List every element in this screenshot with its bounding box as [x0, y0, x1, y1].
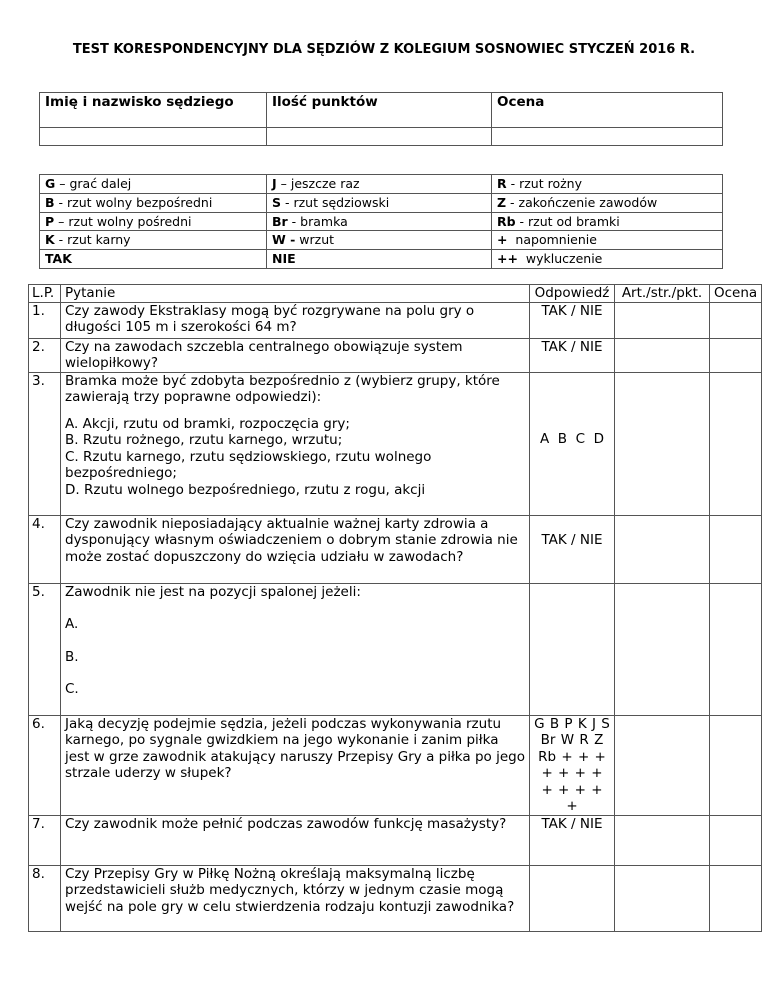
option-b: B. Rzutu rożnego, rzutu karnego, wrzutu; [65, 432, 343, 448]
article-cell[interactable] [615, 583, 710, 715]
article-cell[interactable] [615, 865, 710, 931]
question-text: Czy na zawodach szczebla centralnego obowiązuje system wielopiłkowy? [61, 338, 530, 372]
questions-table [28, 284, 762, 932]
legend-cell: Z - zakończenie zawodów [492, 193, 723, 212]
legend-cell: + napomnienie [492, 231, 723, 250]
legend-cell: G – grać dalej [40, 175, 267, 194]
question-number: 7. [29, 815, 61, 865]
answer-cell[interactable]: A B C D [530, 372, 615, 515]
referee-info-table [39, 92, 723, 146]
grade-cell[interactable] [710, 372, 762, 515]
article-cell[interactable] [615, 338, 710, 372]
article-cell[interactable] [615, 372, 710, 515]
legend-table [39, 174, 723, 269]
question-number: 6. [29, 715, 61, 815]
points-header: Ilość punktów [267, 93, 492, 128]
question-header: Pytanie [61, 285, 530, 303]
name-field[interactable] [40, 128, 267, 146]
name-header: Imię i nazwisko sędziego [40, 93, 267, 128]
answer-cell[interactable] [530, 583, 615, 715]
grade-field[interactable] [492, 128, 723, 146]
legend-cell: K - rzut karny [40, 231, 267, 250]
question-text: Czy zawody Ekstraklasy mogą być rozgrywane na polu gry o długości 105 m i szerokości 64 m? [61, 302, 530, 338]
answer-cell[interactable]: TAK / NIE [530, 302, 615, 338]
answer-header: Odpowiedź [530, 285, 615, 303]
legend-cell: R - rzut rożny [492, 175, 723, 194]
legend-cell: Rb - rzut od bramki [492, 212, 723, 231]
answer-cell[interactable]: TAK / NIE [530, 815, 615, 865]
grade-cell[interactable] [710, 865, 762, 931]
answer-cell[interactable]: TAK / NIE [530, 338, 615, 372]
grade-cell[interactable] [710, 302, 762, 338]
page-title: TEST KORESPONDENCYJNY DLA SĘDZIÓW Z KOLEGIUM SOSNOWIEC STYCZEŃ 2016 R. [72, 42, 696, 57]
points-field[interactable] [267, 128, 492, 146]
question-text: Czy zawodnik nieposiadający aktualnie ważnej karty zdrowia a dysponujący własnym oświadczeniem o dobrym stanie zdrowia nie może zostać dopuszczony do wzięcia udziału w zawodach? [61, 515, 530, 583]
article-header: Art./str./pkt. [615, 285, 710, 303]
option-c: C. [65, 681, 79, 697]
option-c: C. Rzutu karnego, rzutu sędziowskiego, rzutu wolnego bezpośredniego; [65, 448, 432, 481]
question-text: Czy Przepisy Gry w Piłkę Nożną określają maksymalną liczbę przedstawicieli służb medycznych, którzy w jednym czasie mogą wejść na pole gry w celu stwierdzenia rodzaju kontuzji zawodnika? [61, 865, 530, 931]
question-text: Bramka może być zdobyta bezpośrednio z (wybierz grupy, które zawierają trzy poprawne odpowiedzi): A. Akcji, rzutu od bramki, rozpoczęcia gry; B. Rzutu rożnego, rzutu karnego, wrzutu; C. Rzutu karnego, rzutu sędziowskiego, rzutu wolnego bezpośredniego; D. Rzutu wolnego bezpośredniego, rzutu z rogu, akcji [61, 372, 530, 515]
legend-cell: S - rzut sędziowski [267, 193, 492, 212]
option-a: A. [65, 616, 79, 632]
legend-cell: NIE [267, 250, 492, 269]
grade-cell[interactable] [710, 338, 762, 372]
option-a: A. Akcji, rzutu od bramki, rozpoczęcia gry; [65, 415, 350, 432]
grade-header: Ocena [492, 93, 723, 128]
legend-cell: TAK [40, 250, 267, 269]
question-text: Czy zawodnik może pełnić podczas zawodów funkcję masażysty? [61, 815, 530, 865]
legend-cell: Br - bramka [267, 212, 492, 231]
article-cell[interactable] [615, 515, 710, 583]
grade-cell[interactable] [710, 515, 762, 583]
legend-cell: J – jeszcze raz [267, 175, 492, 194]
option-b: B. [65, 648, 79, 665]
grade-column-header: Ocena [710, 285, 762, 303]
option-d: D. Rzutu wolnego bezpośredniego, rzutu z rogu, akcji [65, 481, 426, 498]
legend-cell: B - rzut wolny bezpośredni [40, 193, 267, 212]
question-text: Jaką decyzję podejmie sędzia, jeżeli podczas wykonywania rzutu karnego, po sygnale gwizdkiem na jego wykonanie i zanim piłka jest w grze zawodnik atakujący naruszy Przepisy Gry a piłka po jego strzale uderzy w słupek? [61, 715, 530, 815]
answer-cell[interactable]: TAK / NIE [530, 515, 615, 583]
article-cell[interactable] [615, 302, 710, 338]
question-number: 8. [29, 865, 61, 931]
question-number: 2. [29, 338, 61, 372]
answer-cell[interactable] [530, 865, 615, 931]
question-number: 3. [29, 372, 61, 515]
legend-cell: ++ wykluczenie [492, 250, 723, 269]
legend-cell: W - wrzut [267, 231, 492, 250]
grade-cell[interactable] [710, 815, 762, 865]
article-cell[interactable] [615, 715, 710, 815]
question-number: 1. [29, 302, 61, 338]
grade-cell[interactable] [710, 715, 762, 815]
lp-header: L.P. [29, 285, 61, 303]
question-number: 4. [29, 515, 61, 583]
question-text: Zawodnik nie jest na pozycji spalonej jeżeli: A. B. C. [61, 583, 530, 715]
answer-cell[interactable]: G B P K J S Br W R Z Rb + + + + + + + + + + + + [530, 715, 615, 815]
legend-cell: P – rzut wolny pośredni [40, 212, 267, 231]
question-number: 5. [29, 583, 61, 715]
grade-cell[interactable] [710, 583, 762, 715]
article-cell[interactable] [615, 815, 710, 865]
